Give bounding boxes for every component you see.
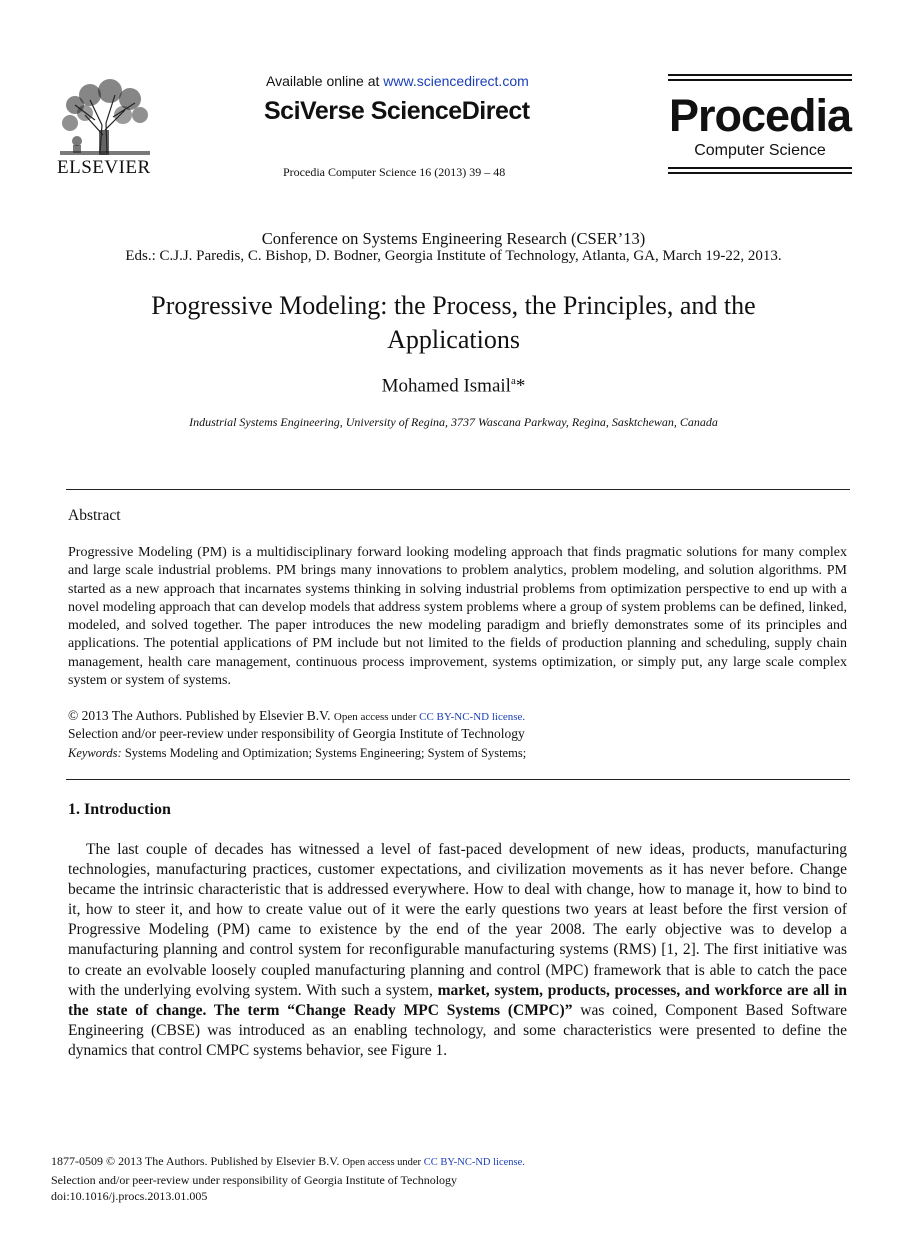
- keywords-line: [68, 746, 526, 761]
- copyright-line: [68, 708, 525, 724]
- paper-title-line: Progressive Modeling: the Process, the Principles, and the: [151, 291, 756, 320]
- corresponding-author-marker: *: [515, 375, 526, 397]
- procedia-logo-subtitle: Computer Science: [694, 142, 826, 159]
- journal-citation: Procedia Computer Science 16 (2013) 39 – 48: [283, 165, 506, 179]
- logo-rule: [668, 79, 852, 81]
- intro-text-bold: market, system, products, processes, and workforce are all in the state of change. The term “Change Ready MPC Systems (CMPC)”: [68, 981, 848, 1019]
- intro-text: was coined, Component Based Software Engineering (CBSE) was introduced as an enabling technology, and some characteristics were presented to define the dynamics that control CMPC systems behavior, see Figure 1.: [68, 1001, 847, 1059]
- author: [0, 375, 907, 397]
- available-online-line: [266, 73, 529, 89]
- keywords-label: Keywords:: [68, 746, 122, 760]
- logo-rule: [668, 74, 852, 76]
- author-affiliation: Industrial Systems Engineering, University of Regina, 3737 Wascana Parkway, Regina, Sasktchewan, Canada: [189, 415, 718, 429]
- procedia-logo-title: Procedia: [668, 90, 852, 141]
- footer-peer-review: Selection and/or peer-review under responsibility of Georgia Institute of Technology: [51, 1172, 458, 1187]
- abstract-heading: Abstract: [68, 507, 121, 524]
- footer-copyright-line: [51, 1153, 525, 1172]
- section-heading: 1. Introduction: [68, 801, 171, 818]
- license-link[interactable]: CC BY-NC-ND license.: [419, 711, 526, 723]
- elsevier-wordmark: ELSEVIER: [57, 157, 151, 178]
- available-online-label: Available online at: [266, 73, 384, 89]
- footer-copyright: 1877-0509 © 2013 The Authors. Published by Elsevier B.V.: [51, 1154, 343, 1168]
- keywords-text: Systems Modeling and Optimization; Systems Engineering; System of Systems;: [121, 746, 527, 760]
- introduction-paragraph: [68, 840, 847, 1061]
- sciverse-logo: SciVerse ScienceDirect: [264, 97, 530, 125]
- copyright-text: © 2013 The Authors. Published by Elsevier B.V.: [68, 708, 334, 723]
- peer-review-line: Selection and/or peer-review under responsibility of Georgia Institute of Technology: [68, 726, 525, 741]
- divider: [66, 489, 850, 490]
- abstract-text: Progressive Modeling (PM) is a multidisciplinary forward looking modeling approach that finds pragmatic solutions for many complex and large scale industrial problems. PM brings many innovations to problem analytics, problem modeling, and solution algorithms. PM started as a new approach that incarnates systems thinking in solving industrial problems from optimization perspective to end up with a novel modeling approach that can develop models that address system problems where a group of system problems can be defined, linked, modeled, and solved together. The paper introduces the new modeling paradigm and briefly demonstrates some of its principles and applications. The potential applications of PM include but not limited to the fields of production planning and scheduling, supply chain management, health care management, continuous process improvement, systems optimization, or simply put, any large scale complex system or system of systems.: [68, 545, 847, 689]
- divider: [66, 779, 850, 780]
- paper-title-line: Applications: [387, 325, 520, 354]
- author-affiliation-marker: a: [510, 375, 516, 387]
- conference-name: Conference on Systems Engineering Research (CSER’13): [261, 229, 646, 248]
- paper-title: [0, 289, 907, 357]
- sciencedirect-link[interactable]: www.sciencedirect.com: [383, 73, 529, 89]
- logo-rule: [668, 167, 852, 169]
- logo-rule: [668, 172, 852, 174]
- conference-editors: Eds.: C.J.J. Paredis, C. Bishop, D. Bodner, Georgia Institute of Technology, Atlanta, GA, March 19-22, 2013.: [125, 248, 782, 264]
- doi[interactable]: doi:10.1016/j.procs.2013.01.005: [51, 1189, 208, 1203]
- author-name: Mohamed Ismail: [381, 375, 511, 397]
- footer-open-access-label: Open access under: [342, 1157, 424, 1168]
- open-access-label: Open access under: [333, 711, 420, 723]
- footer-license-link[interactable]: CC BY-NC-ND license.: [423, 1157, 525, 1168]
- page-footer: [51, 1153, 525, 1205]
- procedia-logo: [668, 74, 852, 176]
- intro-text: The last couple of decades has witnessed a level of fast-paced development of new ideas, products, manufacturing technologies, manufacturing practices, customer expectations, and civilization movements as it has never before. Change became the intrinsic characteristic that is addressed everywhere. How to deal with change, how to manage it, how to bind to it, how to steer it, and how to create value out of it were the early questions two years at least before the first version of Progressive Modeling (PM) came to existence by the end of the year 2008. The early objective was to develop a manufacturing planning and control system for reconfigurable manufacturing systems (RMS) [1, 2]. The first initiative was to create an evolvable loosely coupled manufacturing planning and control (MPC) framework that is able to catch the pace with the underlying evolving system. With such a system,: [68, 841, 847, 999]
